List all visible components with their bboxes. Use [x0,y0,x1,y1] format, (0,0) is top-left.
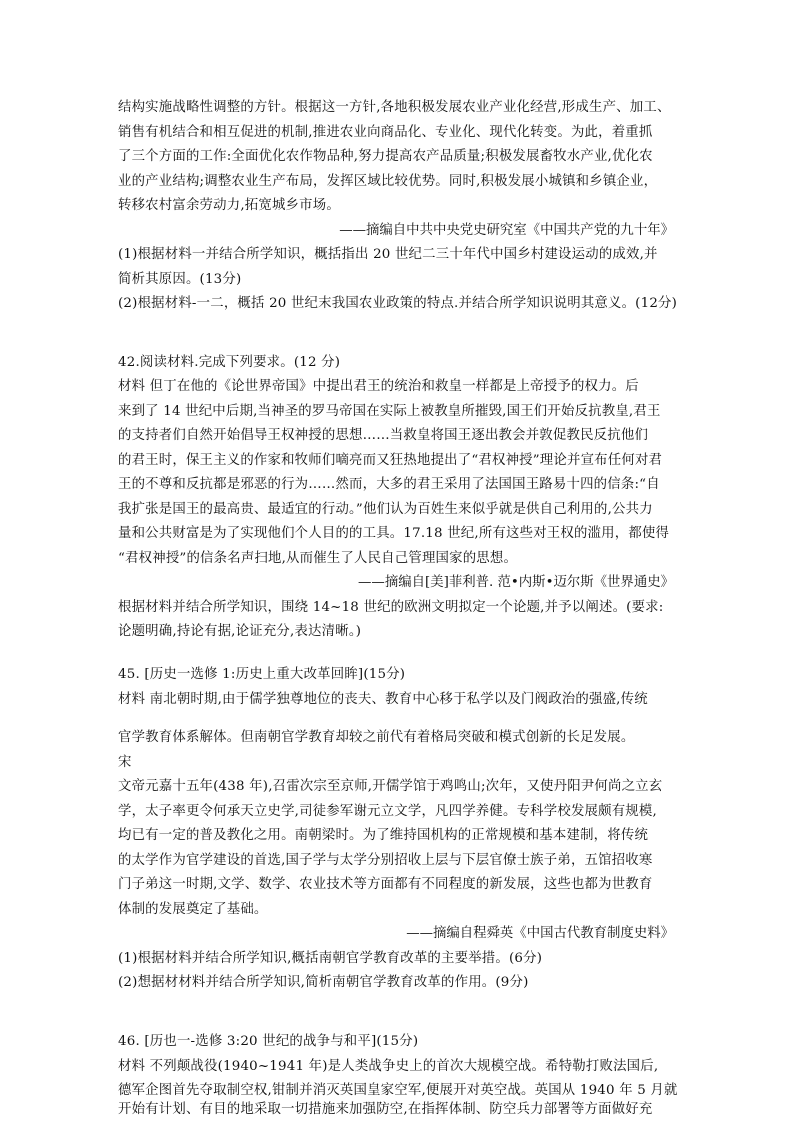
source-citation: ——摘编自中共中央党史研究室《中国共产党的九十年》 [339,223,674,238]
question-line: (1)根据材料并结合所学知识,概括南朝官学教育改革的主要举措。(6分) [118,951,543,966]
paragraph-line: 结构实施战略性调整的方针。根据这一方针,各地积极发展农业产业化经营,形成生产、加工、 [118,100,671,115]
paragraph-line: 销售有机结合和相互促进的机制,推进农业向商品化、专业化、现代化转变。为此，着重抓 [118,125,653,140]
paragraph-line: 开始有计划、有目的地采取一切措施来加强防空,在指挥体制、防空兵力部署等方面做好充 [118,1102,653,1117]
paragraph-line: 宋 [118,755,132,770]
paragraph-line: 均已有一定的普及教化之用。南朝梁时。为了维持国机构的正常规模和基本建制，将传统 [118,828,649,843]
paragraph-line: 官学教育体系解体。但南朝官学教育却较之前代有着格局突破和模式创新的长足发展。 [118,730,635,745]
paragraph-line: 材料 不列颠战役(1940~1941 年)是人类战争史上的首次大规模空战。希特勒打败法国后, [118,1059,659,1074]
source-citation: ——摘编自程舜英《中国古代教育制度史料》 [406,926,674,941]
paragraph-line: 文帝元嘉十五年(438 年),召雷次宗至京师,开儒学馆于鸡鸣山;次年，又使丹阳尹何尚之立玄 [118,779,663,794]
paragraph-line: 材料 南北朝时期,由于儒学独尊地位的丧夫、教育中心移于私学以及门阀政治的强盛,传统 [118,692,648,707]
paragraph-line: 我扩张是国王的最高贵、最适宜的行动。”他们认为百姓生来似乎就是供自己利用的,公共力 [118,502,653,517]
question-line: (1)根据材料一并结合所学知识，概括指出 20 世纪二三十年代中国乡村建设运动的成效,并 [118,247,658,262]
question-line: (2)想据材材料并结合所学知识,简析南朝官学教育改革的作用。(9分) [118,975,529,990]
paragraph-line: 王的不尊和反抗都是邪恶的行为……然而，大多的君王采用了法国国王路易十四的信条:“自 [118,477,660,492]
paragraph-line: 材料 但丁在他的《论世界帝国》中提出君王的统治和救皇一样都是上帝授予的权力。后 [118,379,639,394]
task-line: 根据材料并结合所学知识，围绕 14~18 世纪的欧洲文明拟定一个论题,并予以阐述。(要求: [118,600,664,615]
question-line: 简析其原因。(13分) [118,272,242,287]
paragraph-line: 业的产业结构;调整农业生产布局，发挥区域比较优势。同时,积极发展小城镇和乡镇企业， [118,174,658,189]
paragraph-line: 学，太子率更令何承天立史学,司徒参军谢元立文学，凡四学养健。专科学校发展颇有规模, [118,804,657,819]
paragraph-line: 量和公共财富是为了实现他们个人目的的工具。17.18 世纪,所有这些对王权的滥用，都使得 [118,526,670,541]
paragraph-line: 来到了 14 世纪中后期,当神圣的罗马帝国在实际上被教皇所摧毁,国王们开始反抗教皇,君王 [118,404,661,419]
paragraph-line: 门子弟这一时期,文学、数学、农业技术等方面都有不同程度的新发展，这些也都为世教育 [118,877,653,892]
question-heading: 46. [历也一-选修 3:20 世纪的战争与和平](15分) [118,1034,419,1049]
task-line: 论题明确,持论有据,论证充分,表达清晰。) [118,624,362,639]
source-citation: ——摘编自[美]菲利普. 范•内斯•迈尔斯《世界通史》 [358,575,674,590]
paragraph-line: 了三个方面的工作:全面优化农作物品种,努力提高农产品质量;积极发展畜牧水产业,优化农 [118,149,653,164]
paragraph-line: 的君王时，保王主义的作家和牧师们嘀亮而又狂热地提出了“君权神授”理论并宣布任何对君 [118,453,663,468]
question-heading: 42.阅读材料.完成下列要求。(12 分) [118,355,341,370]
paragraph-line: 转移农村富余劳动力,拓宽城乡市场。 [118,198,340,213]
paragraph-line: 体制的发展奠定了基础。 [118,902,268,917]
paragraph-line: “君权神授”的信条名声扫地,从而催生了人民自己管理国家的思想。 [118,551,518,566]
paragraph-line: 的太学作为官学建设的首选,国子学与太学分别招收上层与下层官僚士族子弟，五馆招收寒 [118,853,653,868]
question-heading: 45. [历史一选修 1:历史上重大改革回眸](15分) [118,667,406,682]
paragraph-line: 的支持者们自然开始倡导王权神授的思想……当救皇将国王逐出教会并敦促教民反抗他们 [118,428,649,443]
question-line: (2)根据材料-一二，概括 20 世纪末我国农业政策的特点.并结合所学知识说明其意义。(12分) [118,296,678,311]
paragraph-line: 德军企图首先夺取制空权,钳制并消灭英国皇家空军,便展开对英空战。英国从 1940 年 5 月就 [118,1083,678,1098]
